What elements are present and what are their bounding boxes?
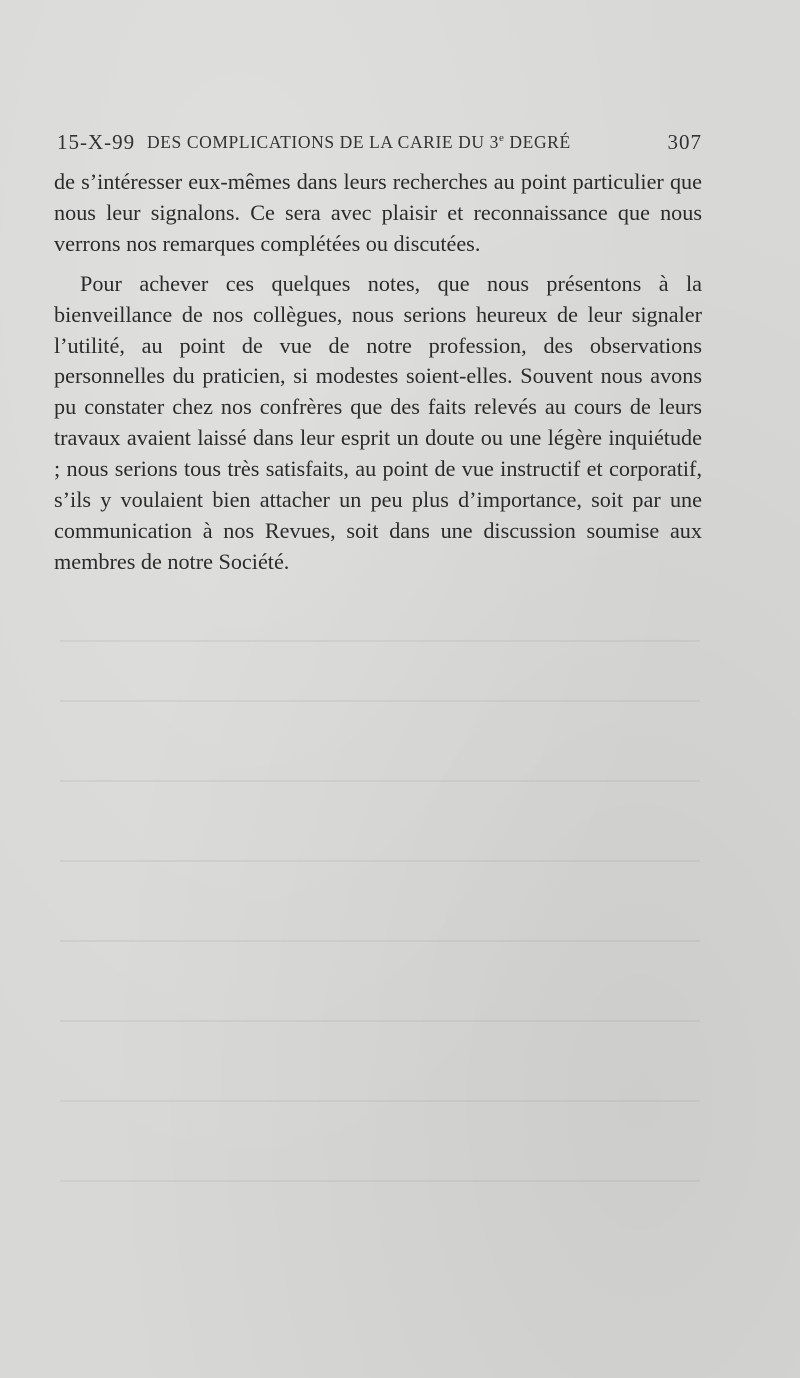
show-through-line bbox=[60, 780, 700, 782]
paragraph-continuation: de s’intéresser eux-mêmes dans leurs recherches au point particulier que nous leur signalons. Ce sera avec plaisir et reconnaissance que nous verrons nos remarques complétées ou discutées. bbox=[54, 169, 702, 256]
running-head-title-main: DES COMPLICATIONS DE LA CARIE DU 3 bbox=[147, 132, 499, 152]
running-head-title bbox=[147, 132, 571, 153]
show-through-line bbox=[60, 1180, 700, 1182]
running-head bbox=[57, 130, 702, 160]
show-through-line bbox=[60, 940, 700, 942]
running-head-title-superscript: e bbox=[498, 132, 505, 144]
show-through-line bbox=[60, 1100, 700, 1102]
body-text bbox=[54, 167, 702, 578]
page-number: 307 bbox=[667, 130, 702, 154]
paragraph: Pour achever ces quelques notes, que nous présentons à la bienveillance de nos collègues, nous serions heureux de leur signaler l’utilité, au point de vue de notre profession, des observations personnelles du praticien, si modestes soient-elles. Souvent nous avons pu constater chez nos confrères que des faits relevés au cours de leurs travaux avaient laissé dans leur esprit un doute ou une légère inquiétude ; nous serions tous très satisfaits, au point de vue instructif et corporatif, s’ils y voulaient bien attacher un peu plus d’importance, soit par une communication à nos Revues, soit dans une discussion soumise aux membres de notre Société. bbox=[54, 270, 702, 574]
running-head-date: 15-X-99 bbox=[57, 130, 136, 154]
show-through-line bbox=[60, 640, 700, 642]
show-through-line bbox=[60, 700, 700, 702]
running-head-title-end: DEGRÉ bbox=[509, 132, 571, 152]
show-through-line bbox=[60, 860, 700, 862]
show-through-line bbox=[60, 1020, 700, 1022]
